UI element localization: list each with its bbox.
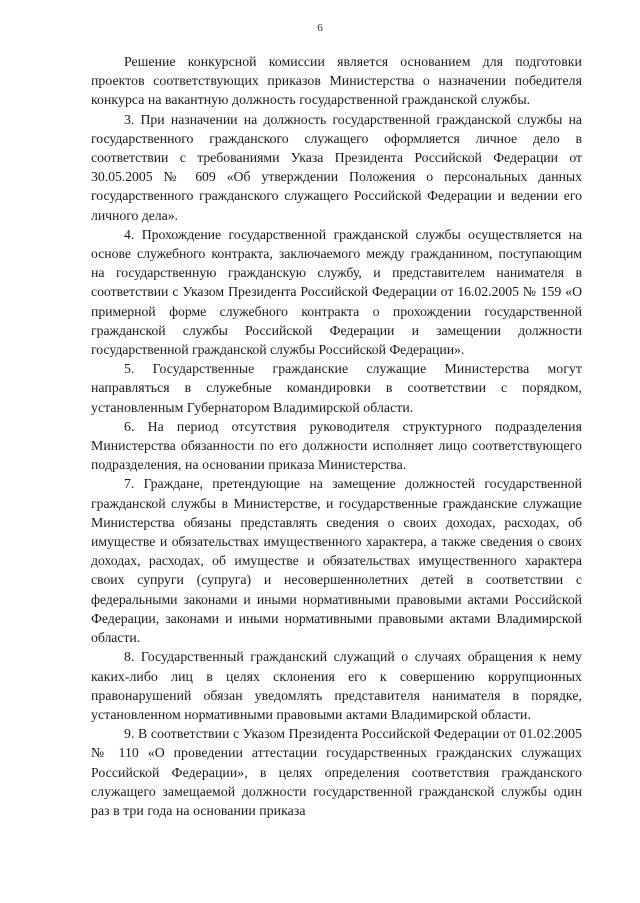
paragraph-commission-decision: Решение конкурсной комиссии является основанием для подготовки проектов соответствующих приказов Министерства о назначении победителя конкурса на вакантную должность государственной гражданской службы. (91, 54, 582, 108)
paragraph-8-corruption-notice: 8. Государственный гражданский служащий о случаях обращения к нему каких-либо лиц в целях склонения его к совершению коррупционных правонарушений обязан уведомлять представителя нанимателя в порядке, установленном нормативными правовыми актами Владимирской области. (91, 649, 582, 722)
paragraph-5-business-trips: 5. Государственные гражданские служащие Министерства могут направляться в служебные командировки в соответствии с порядком, установленным Губернатором Владимирской области. (91, 361, 582, 415)
page-number: 6 (317, 22, 323, 34)
paragraph-3-personal-file: 3. При назначении на должность государственной гражданской службы на государственного гражданского служащего оформляется личное дело в соответствии с требованиями Указа Президента Российской Федерации от 30.05.2005 № 609 «Об утверждении Положения о персональных данных государственного гражданского служащего Российской Федерации и ведении его личного дела». (91, 111, 582, 223)
paragraph-7-income-declarations: 7. Граждане, претендующие на замещение должностей государственной гражданской службы в Министерстве, и государственные гражданские служащие Министерства обязаны представлять сведения о своих доходах, расходах, об имуществе и обязательствах имущественного характера, а также сведения о своих доходах, расходах, об имуществе и обязательствах имущественного характера своих супруги (супруга) и несовершеннолетних детей в соответствии с федеральными законами и иными нормативными правовыми актами Российской Федерации, законами и иными нормативными правовыми актами Владимирской области. (91, 476, 582, 646)
paragraph-4-service-contract: 4. Прохождение государственной гражданской службы осуществляется на основе служебного контракта, заключаемого между гражданином, поступающим на государственную гражданскую службу, и представителем нанимателя в соответствии с Указом Президента Российской Федерации от 16.02.2005 № 159 «О примерной форме служебного контракта о прохождении государственной гражданской службы Российской Федерации и замещении должности государственной гражданской службы Российской Федерации». (91, 226, 582, 358)
paragraph-9-attestation: 9. В соответствии с Указом Президента Российской Федерации от 01.02.2005 № 110 «О проведении аттестации государственных гражданских служащих Российской Федерации», в целях определения соответствия гражданского служащего замещаемой должности государственной гражданской службы один раз в три года на основании приказа (91, 726, 582, 818)
paragraph-6-absence-duties: 6. На период отсутствия руководителя структурного подразделения Министерства обязанности по его должности исполняет лицо соответствующего подразделения, на основании приказа Министерства. (91, 418, 582, 473)
